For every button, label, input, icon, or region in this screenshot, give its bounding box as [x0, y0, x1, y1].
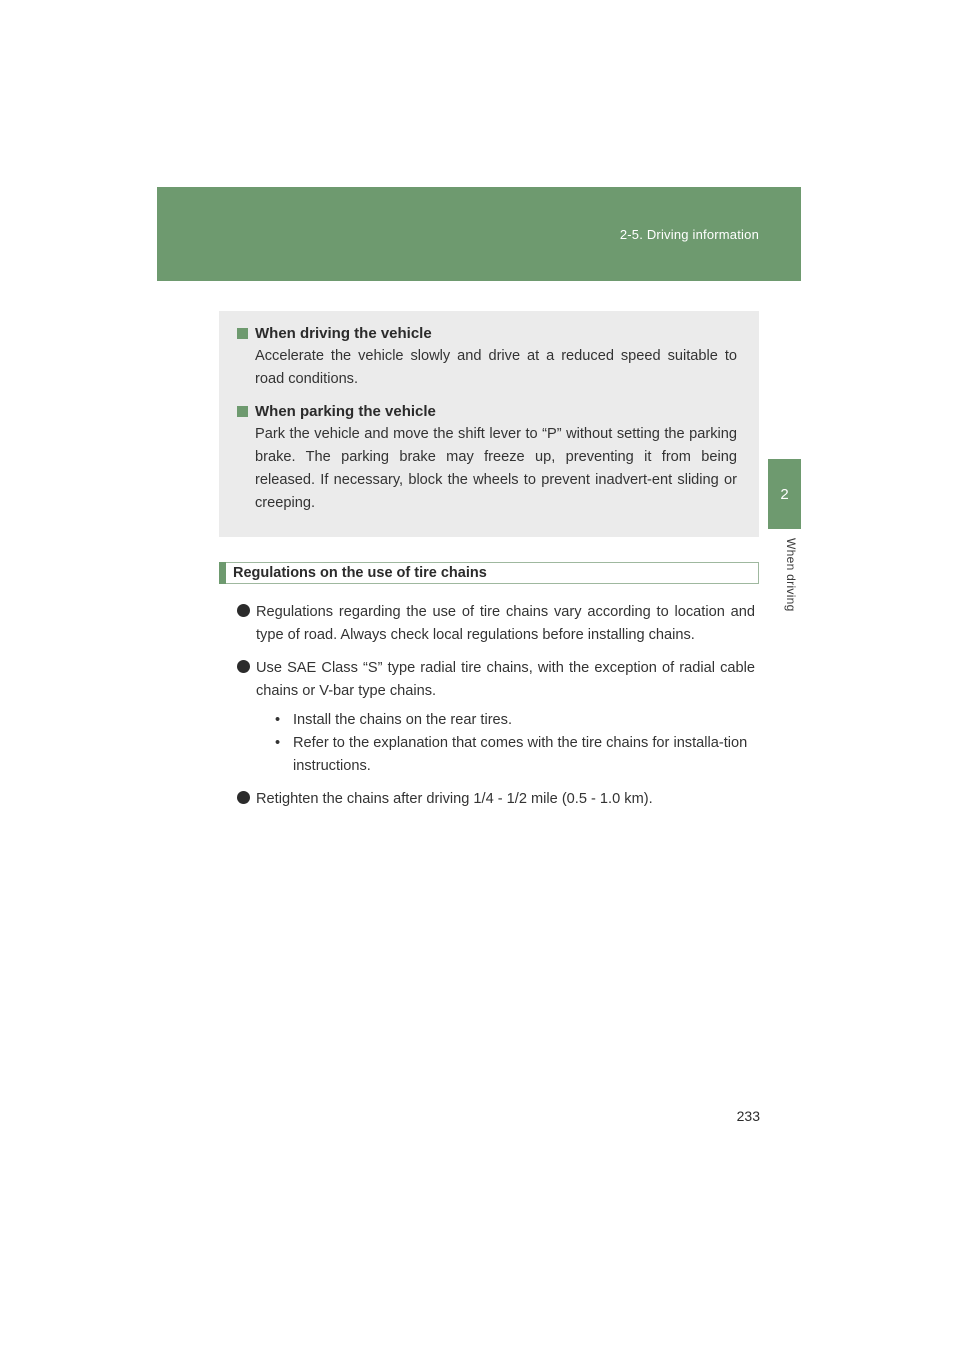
- circle-bullet-icon: [237, 791, 250, 804]
- list-item: [237, 657, 755, 778]
- note-heading: [237, 321, 737, 345]
- page-number: 233: [736, 1108, 760, 1124]
- bullet-text: Retighten the chains after driving 1/4 - 1/2 mile (0.5 - 1.0 km).: [256, 791, 653, 807]
- note-item: [237, 321, 737, 391]
- bullet-text: Regulations regarding the use of tire chains vary according to location and type of road. Always check local regulations before installing chains.: [256, 604, 755, 643]
- section-accent-bar: [219, 562, 226, 584]
- note-item: [237, 399, 737, 515]
- circle-bullet-icon: [237, 660, 250, 673]
- note-text: Accelerate the vehicle slowly and drive at a reduced speed suitable to road conditions.: [255, 348, 737, 387]
- header-band: [157, 187, 801, 281]
- sub-item-text: Refer to the explanation that comes with the tire chains for installa-tion instructions.: [293, 735, 748, 774]
- list-item: [237, 788, 755, 811]
- bullet-text: Use SAE Class “S” type radial tire chains, with the exception of radial cable chains or V-bar type chains.: [256, 660, 755, 699]
- sub-bullet-mark: •: [275, 735, 281, 751]
- note-text: Park the vehicle and move the shift lever to “P” without setting the parking brake. The parking brake may freeze up, preventing it from being released. If necessary, block the wheels to prevent inadvert-ent sliding or creeping.: [255, 426, 737, 511]
- square-bullet-icon: [237, 406, 248, 417]
- chapter-label: When driving: [784, 538, 798, 612]
- chapter-tab: [768, 459, 801, 529]
- square-bullet-icon: [237, 328, 248, 339]
- bullet-list: [237, 601, 755, 821]
- section-title: Regulations on the use of tire chains: [233, 565, 487, 581]
- sub-bullet-mark: •: [275, 712, 281, 728]
- note-box: [219, 311, 759, 537]
- sub-list-item: [275, 709, 755, 732]
- note-heading-text: When parking the vehicle: [255, 402, 436, 420]
- header-section-title: 2-5. Driving information: [619, 227, 759, 242]
- note-heading-text: When driving the vehicle: [255, 324, 432, 342]
- sub-item-text: Install the chains on the rear tires.: [293, 712, 513, 728]
- list-item: [237, 601, 755, 647]
- chapter-number: 2: [780, 485, 789, 503]
- sub-list: [275, 709, 755, 778]
- sub-list-item: [275, 732, 755, 778]
- note-heading: [237, 399, 737, 423]
- circle-bullet-icon: [237, 604, 250, 617]
- section-header: [219, 562, 759, 584]
